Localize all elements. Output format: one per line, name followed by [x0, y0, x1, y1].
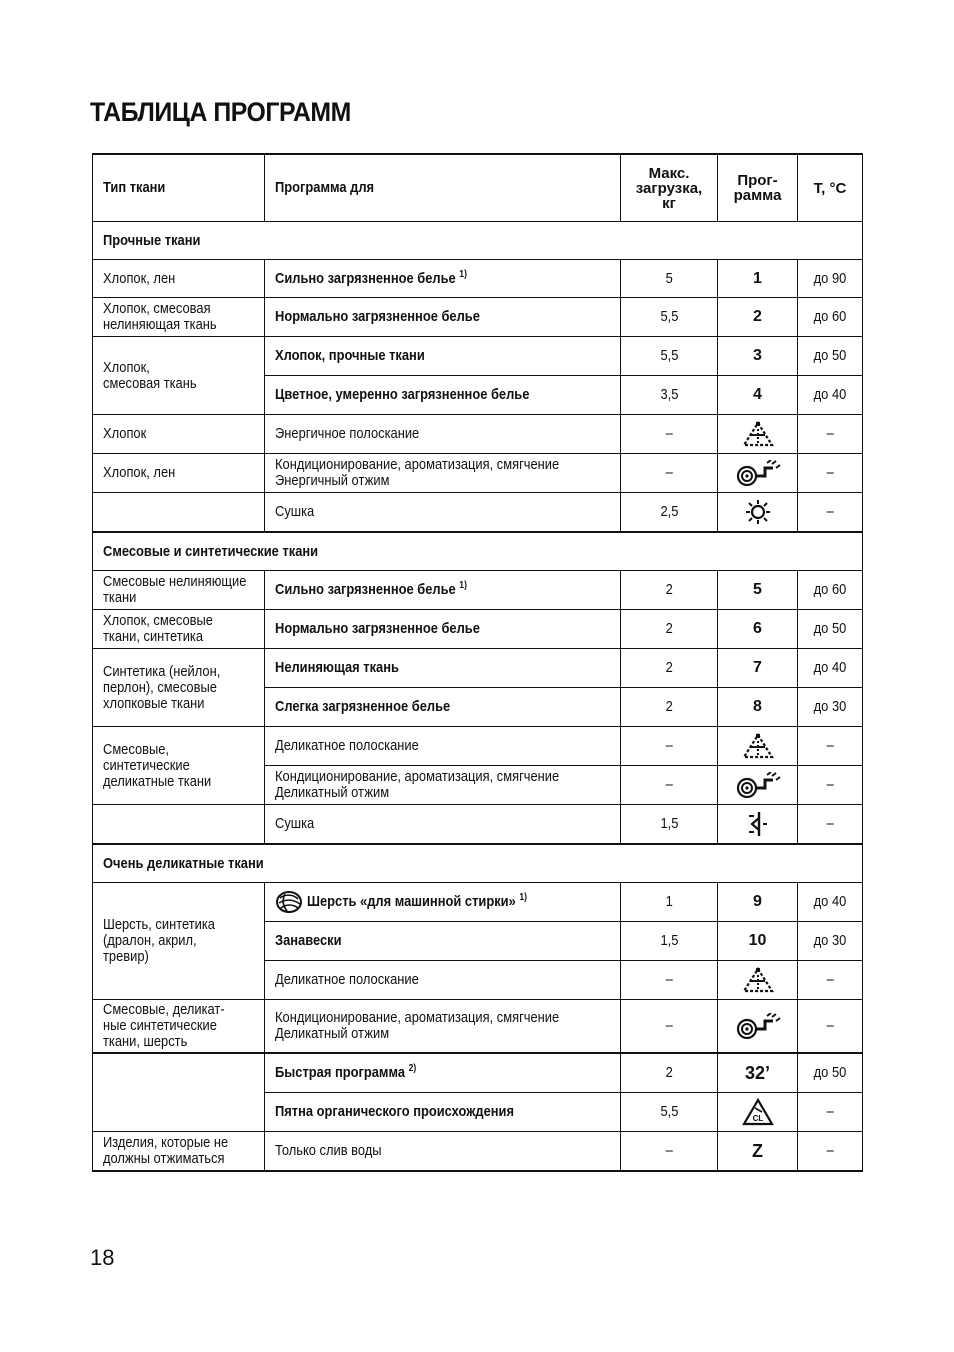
- temp-cell: –: [798, 493, 863, 533]
- fabric-cell: Хлопок, лен: [93, 454, 265, 493]
- fabric-cell: Хлопок, смесовая ткань: [93, 337, 265, 415]
- program-cell: Сильно загрязненное белье $^{1)}$: [265, 260, 621, 298]
- load-cell: 1,5: [621, 805, 718, 845]
- load-cell: 5: [621, 260, 718, 298]
- header-max-load: Макс. загрузка, кг: [621, 154, 718, 222]
- section-row: [93, 532, 863, 571]
- section-row: [93, 222, 863, 260]
- program-cell: Пятна органического происхождения: [265, 1093, 621, 1132]
- load-cell: –: [621, 766, 718, 805]
- program-number-cell: 6: [718, 610, 798, 649]
- rinse-icon: [741, 733, 775, 759]
- spin-icon: [735, 1013, 781, 1039]
- temp-cell: –: [798, 805, 863, 845]
- rinse-icon: [741, 967, 775, 993]
- load-cell: –: [621, 727, 718, 766]
- temp-cell: до 40: [798, 376, 863, 415]
- temp-cell: до 90: [798, 260, 863, 298]
- program-cell: Кондиционирование, ароматизация, смягчение Энергичный отжим: [265, 454, 621, 493]
- load-cell: –: [621, 415, 718, 454]
- program-number-cell: 10: [718, 922, 798, 961]
- load-cell: –: [621, 1000, 718, 1054]
- program-icon-cell: [718, 961, 798, 1000]
- program-cell: Энергичное полоскание: [265, 415, 621, 454]
- program-cell: Деликатное полоскание: [265, 961, 621, 1000]
- fabric-cell: Смесовые нелиняющие ткани: [93, 571, 265, 610]
- fabric-cell: Хлопок: [93, 415, 265, 454]
- load-cell: –: [621, 1132, 718, 1172]
- table-row: [93, 805, 863, 845]
- fabric-cell: Синтетика (нейлон, перлон), смесовые хлопковые ткани: [93, 649, 265, 727]
- table-row: [93, 1132, 863, 1172]
- wool-icon: [275, 890, 303, 914]
- program-cell: Нормально загрязненное белье: [265, 298, 621, 337]
- table-row: [93, 727, 863, 766]
- program-cell: Цветное, умеренно загрязненное белье: [265, 376, 621, 415]
- program-icon-cell: [718, 1000, 798, 1054]
- program-cell: Сушка: [265, 493, 621, 533]
- temp-cell: до 50: [798, 1053, 863, 1093]
- program-cell: Занавески: [265, 922, 621, 961]
- program-icon-cell: [718, 493, 798, 533]
- program-cell: Только слив воды: [265, 1132, 621, 1172]
- program-number-cell: Z: [718, 1132, 798, 1172]
- table-row: [93, 883, 863, 922]
- table-header-row: [93, 154, 863, 222]
- temp-cell: –: [798, 415, 863, 454]
- load-cell: –: [621, 961, 718, 1000]
- load-cell: 5,5: [621, 298, 718, 337]
- program-number-cell: 8: [718, 688, 798, 727]
- table-row: [93, 298, 863, 337]
- temp-cell: до 50: [798, 337, 863, 376]
- program-cell: Кондиционирование, ароматизация, смягчение Деликатный отжим: [265, 766, 621, 805]
- program-icon-cell: [718, 766, 798, 805]
- program-table: [92, 153, 863, 1172]
- spin-icon: [735, 460, 781, 486]
- section-title: Очень деликатные ткани: [93, 844, 863, 883]
- program-icon-cell: [718, 454, 798, 493]
- load-cell: 2: [621, 610, 718, 649]
- temp-cell: –: [798, 454, 863, 493]
- program-icon-cell: [718, 727, 798, 766]
- table-row: [93, 1000, 863, 1054]
- load-cell: 2: [621, 649, 718, 688]
- program-number-cell: 5: [718, 571, 798, 610]
- fabric-cell: [93, 805, 265, 845]
- page-number: 18: [90, 1245, 115, 1270]
- fabric-cell: [93, 493, 265, 533]
- fabric-cell: [93, 1053, 265, 1132]
- program-icon-cell: [718, 415, 798, 454]
- program-cell: Шерсть «для машинной стирки» $^{1)}$: [265, 883, 621, 922]
- temp-cell: –: [798, 1093, 863, 1132]
- header-temp: T, °C: [798, 154, 863, 222]
- program-cell: Сушка: [265, 805, 621, 845]
- load-cell: –: [621, 454, 718, 493]
- program-number-cell: 32’: [718, 1053, 798, 1093]
- temp-cell: до 40: [798, 883, 863, 922]
- temp-cell: до 60: [798, 298, 863, 337]
- header-fabric: Тип ткани: [93, 154, 265, 222]
- load-cell: 5,5: [621, 337, 718, 376]
- program-cell: Кондиционирование, ароматизация, смягчение Деликатный отжим: [265, 1000, 621, 1054]
- section-title: Смесовые и синтетические ткани: [93, 532, 863, 571]
- load-cell: 2: [621, 688, 718, 727]
- temp-cell: –: [798, 1132, 863, 1172]
- section-row: [93, 844, 863, 883]
- program-number-cell: 1: [718, 260, 798, 298]
- temp-cell: до 30: [798, 688, 863, 727]
- spin-icon: [735, 772, 781, 798]
- table-row: [93, 649, 863, 688]
- header-program-for: Программа для: [265, 154, 621, 222]
- load-cell: 1: [621, 883, 718, 922]
- load-cell: 5,5: [621, 1093, 718, 1132]
- program-number-cell: 2: [718, 298, 798, 337]
- load-cell: 3,5: [621, 376, 718, 415]
- delicate-dry-icon: [745, 810, 771, 838]
- section-title: Прочные ткани: [93, 222, 863, 260]
- stain-cl-icon: [742, 1098, 774, 1126]
- temp-cell: –: [798, 1000, 863, 1054]
- temp-cell: до 50: [798, 610, 863, 649]
- program-number-cell: 7: [718, 649, 798, 688]
- program-cell: Сильно загрязненное белье $^{1)}$: [265, 571, 621, 610]
- temp-cell: до 40: [798, 649, 863, 688]
- fabric-cell: Изделия, которые не должны отжиматься: [93, 1132, 265, 1172]
- rinse-icon: [741, 421, 775, 447]
- fabric-cell: Смесовые, синтетические деликатные ткани: [93, 727, 265, 805]
- fabric-cell: Шерсть, синтетика (дралон, акрил, тревир): [93, 883, 265, 1000]
- table-row: [93, 1053, 863, 1093]
- svg-text:CL: CL: [752, 1114, 763, 1123]
- program-cell: Быстрая программа $^{2)}$: [265, 1053, 621, 1093]
- program-cell: Деликатное полоскание: [265, 727, 621, 766]
- temp-cell: до 30: [798, 922, 863, 961]
- fabric-cell: Смесовые, деликат- ные синтетические ткани, шерсть: [93, 1000, 265, 1054]
- load-cell: 1,5: [621, 922, 718, 961]
- table-row: [93, 415, 863, 454]
- table-row: [93, 610, 863, 649]
- program-cell: Нелиняющая ткань: [265, 649, 621, 688]
- temp-cell: до 60: [798, 571, 863, 610]
- temp-cell: –: [798, 727, 863, 766]
- load-cell: 2,5: [621, 493, 718, 533]
- table-row: [93, 454, 863, 493]
- header-program: Прог- рамма: [718, 154, 798, 222]
- program-cell: Хлопок, прочные ткани: [265, 337, 621, 376]
- page-title: ТАБЛИЦА ПРОГРАММ: [90, 97, 351, 127]
- load-cell: 2: [621, 571, 718, 610]
- program-icon-cell: [718, 1093, 798, 1132]
- fabric-cell: Хлопок, лен: [93, 260, 265, 298]
- program-icon-cell: [718, 805, 798, 845]
- program-cell: Нормально загрязненное белье: [265, 610, 621, 649]
- program-cell: Слегка загрязненное белье: [265, 688, 621, 727]
- table-row: [93, 493, 863, 533]
- table-row: [93, 337, 863, 376]
- fabric-cell: Хлопок, смесовые ткани, синтетика: [93, 610, 265, 649]
- load-cell: 2: [621, 1053, 718, 1093]
- program-number-cell: 3: [718, 337, 798, 376]
- program-number-cell: 9: [718, 883, 798, 922]
- program-number-cell: 4: [718, 376, 798, 415]
- fabric-cell: Хлопок, смесовая нелиняющая ткань: [93, 298, 265, 337]
- table-row: [93, 571, 863, 610]
- temp-cell: –: [798, 766, 863, 805]
- table-row: [93, 260, 863, 298]
- sun-dry-icon: [744, 499, 772, 525]
- temp-cell: –: [798, 961, 863, 1000]
